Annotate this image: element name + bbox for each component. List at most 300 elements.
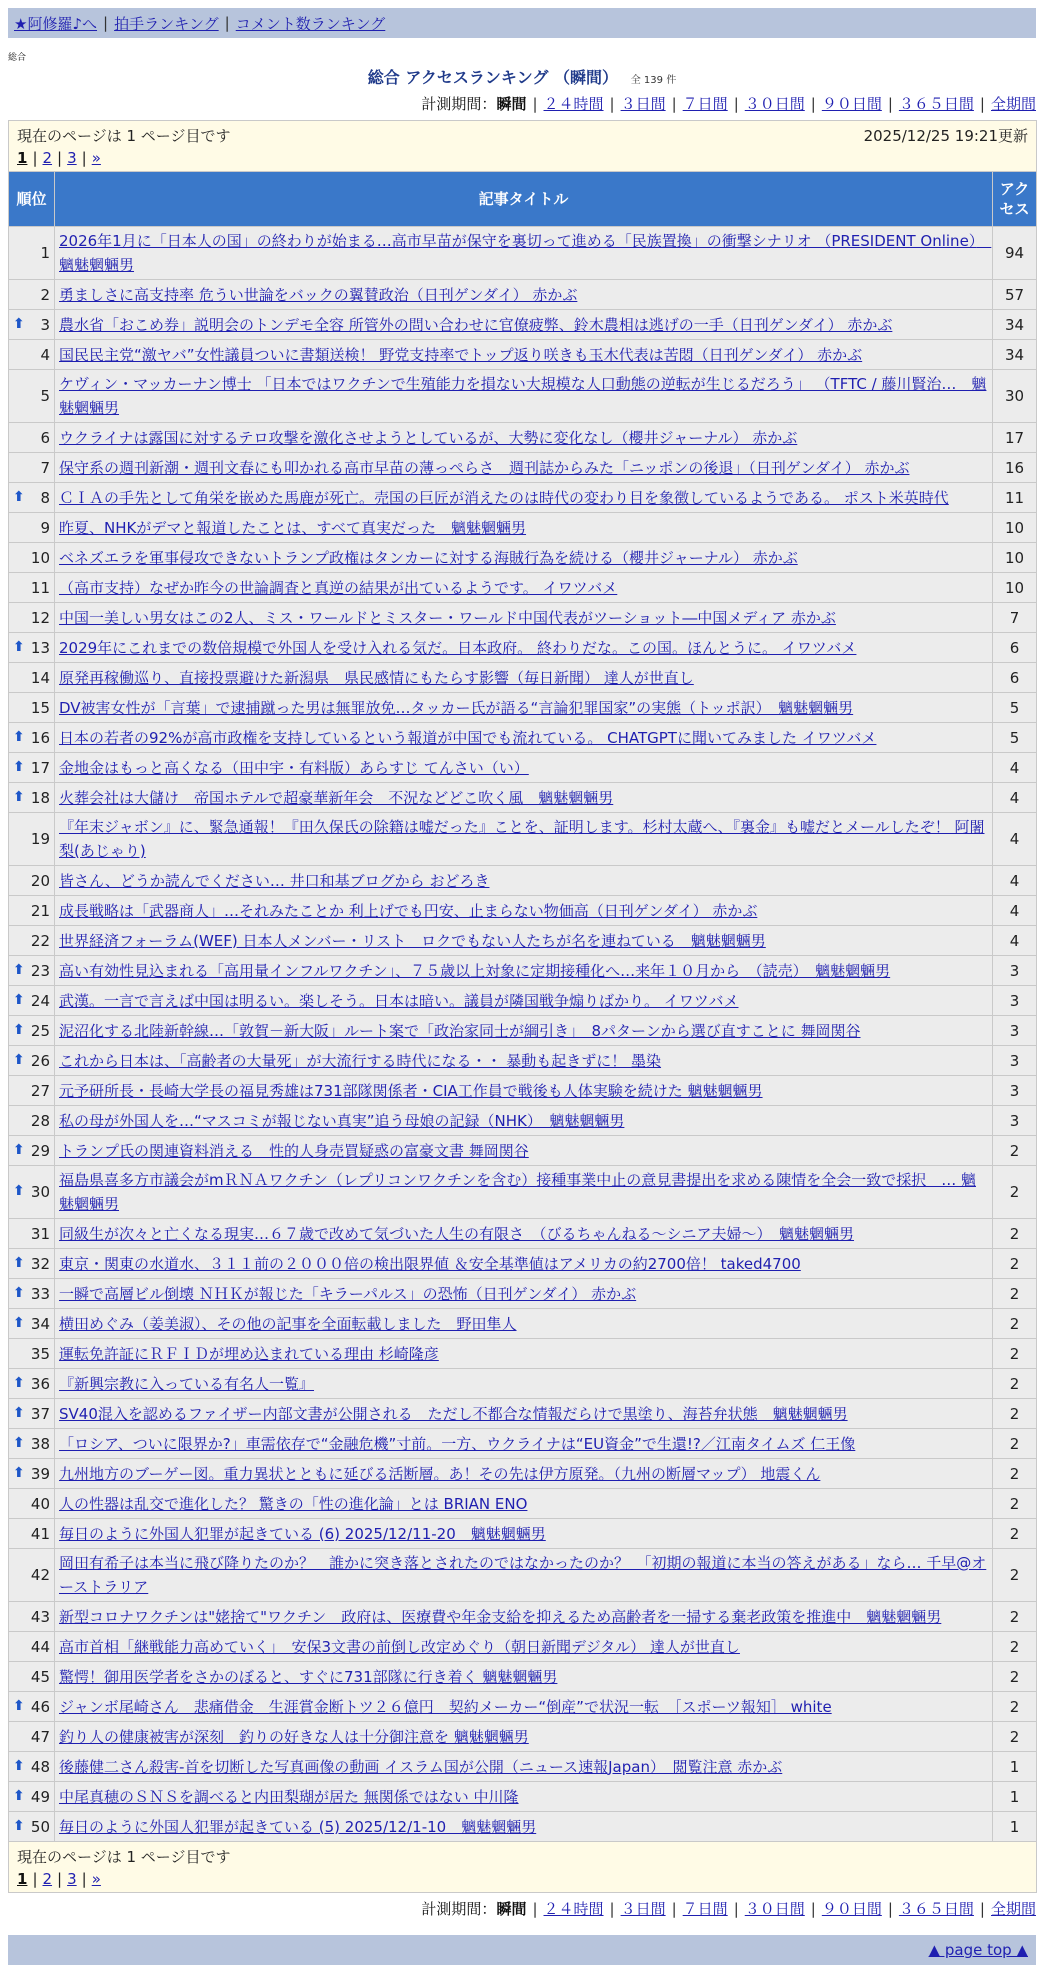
- rank-cell: [9, 1662, 55, 1692]
- title-cell: [55, 340, 993, 370]
- rank-cell: [9, 1722, 55, 1752]
- rank-number: 5: [40, 387, 50, 405]
- table-row: [9, 633, 1037, 663]
- rank-up-arrow-icon: ⬆: [13, 758, 25, 775]
- rank-number: 36: [30, 1374, 50, 1393]
- table-row: [9, 1106, 1037, 1136]
- table-row: [9, 1459, 1037, 1489]
- title-line: [8, 66, 1036, 90]
- title-cell: [55, 603, 993, 633]
- title-cell: [55, 543, 993, 573]
- rank-cell: [9, 1549, 55, 1602]
- rank-number: 48: [30, 1757, 50, 1776]
- rank-cell: [9, 693, 55, 723]
- period-bottom-option[interactable]: ３６５日間: [898, 1900, 974, 1918]
- rank-number: 10: [30, 548, 50, 567]
- rank-number: 30: [30, 1183, 50, 1201]
- rank-number: 17: [30, 758, 50, 777]
- table-row: [9, 1046, 1037, 1076]
- access-count: 34: [993, 310, 1037, 340]
- title-cell: [55, 926, 993, 956]
- period-bottom-option[interactable]: ３日間: [620, 1900, 666, 1918]
- header-rank: 順位: [9, 172, 55, 227]
- pager-separator: |: [81, 149, 87, 167]
- rank-cell: [9, 603, 55, 633]
- article-title-link[interactable]: （高市支持）なぜか昨今の世論調査と真逆の結果が出ているようです。 イワツバメ: [59, 578, 618, 597]
- period-top-option[interactable]: ９０日間: [821, 95, 882, 113]
- table-row: [9, 453, 1037, 483]
- table-row: [9, 723, 1037, 753]
- article-title-link[interactable]: DV被害女性が「言葉」で逮捕蹴った男は無罪放免…タッカー氏が語る“言論犯罪国家”の実態（トッポ訳） 魑魅魍魎男: [59, 698, 854, 717]
- header-title: 記事タイトル: [55, 172, 993, 227]
- table-row: [9, 1076, 1037, 1106]
- table-row: [9, 227, 1037, 280]
- rank-cell: [9, 1752, 55, 1782]
- period-top-option[interactable]: ３日間: [620, 95, 666, 113]
- article-title-link[interactable]: 火葬会社は大儲け 帝国ホテルで超豪華新年会 不況などどこ吹く風 魑魅魍魎男: [59, 788, 614, 807]
- period-bottom-option[interactable]: ３０日間: [744, 1900, 805, 1918]
- access-count: 4: [993, 926, 1037, 956]
- period-separator: |: [532, 95, 538, 113]
- table-row: [9, 370, 1037, 423]
- article-title-link[interactable]: ケヴィン・マッカーナン博士 「日本ではワクチンで生殖能力を損ない大規模な人口動態の逆転が生じるだろう」 （TFTC / 藤川賢治… 魑魅魍魎男: [59, 375, 987, 417]
- article-title-link[interactable]: ウクライナは露国に対するテロ攻撃を激化させようとしているが、大勢に変化なし（櫻井ジャーナル） 赤かぶ: [59, 428, 798, 447]
- article-title-link[interactable]: 毎日のように外国人犯罪が起きている (6) 2025/12/11-20 魑魅魍魎男: [59, 1524, 546, 1543]
- article-title-link[interactable]: 九州地方のブーゲー図。重力異状とともに延びる活断層。あ！その先は伊方原発。（九州の断層マップ） 地震くん: [59, 1464, 821, 1483]
- article-title-link[interactable]: 武漢。一言で言えば中国は明るい。楽しそう。日本は暗い。議員が隣国戦争煽りばかり。 イワツバメ: [59, 991, 739, 1010]
- table-row: [9, 1219, 1037, 1249]
- page-title: 総合 アクセスランキング （瞬間）: [367, 68, 618, 87]
- home-link[interactable]: ★阿修羅♪へ: [14, 14, 98, 33]
- rank-number: 20: [30, 871, 50, 890]
- rank-cell: [9, 1279, 55, 1309]
- title-cell: [55, 693, 993, 723]
- rank-cell: [9, 227, 55, 280]
- access-count: 4: [993, 896, 1037, 926]
- title-cell: [55, 1549, 993, 1602]
- rank-number: 13: [30, 638, 50, 657]
- title-cell: [55, 783, 993, 813]
- table-row: [9, 693, 1037, 723]
- title-cell: [55, 573, 993, 603]
- period-bottom-option[interactable]: 全期間: [990, 1900, 1036, 1918]
- access-count: 7: [993, 603, 1037, 633]
- rank-cell: [9, 310, 55, 340]
- pager-separator: |: [57, 1870, 63, 1888]
- rank-cell: [9, 573, 55, 603]
- article-title-link[interactable]: 私の母が外国人を…“マスコミが報じない真実”追う母娘の記録（NHK） 魑魅魍魎男: [59, 1111, 625, 1130]
- title-cell: [55, 1166, 993, 1219]
- title-cell: [55, 753, 993, 783]
- table-row: [9, 603, 1037, 633]
- rank-up-arrow-icon: ⬆: [13, 788, 25, 805]
- title-cell: [55, 1812, 993, 1842]
- title-cell: [55, 1602, 993, 1632]
- article-title-link[interactable]: 成長戦略は「武器商人」…それみたことか 利上げでも円安、止まらない物価高（日刊ゲンダイ） 赤かぶ: [59, 901, 758, 920]
- article-title-link[interactable]: 保守系の週刊新潮・週刊文春にも叩かれる高市早苗の薄っぺらさ 週刊誌からみた「ニッポンの後退」（日刊ゲンダイ） 赤かぶ: [59, 458, 910, 477]
- article-title-link[interactable]: 人の性器は乱交で進化した？ 驚きの「性の進化論」とは BRIAN ENO: [59, 1494, 528, 1513]
- access-count: 10: [993, 513, 1037, 543]
- table-row: [9, 663, 1037, 693]
- rank-cell: [9, 986, 55, 1016]
- table-row: [9, 1309, 1037, 1339]
- rank-number: 32: [30, 1254, 50, 1273]
- article-title-link[interactable]: これから日本は、「高齢者の大量死」が大流行する時代になる・・ 暴動も起きずに！ 墨染: [59, 1051, 662, 1070]
- article-title-link[interactable]: 横田めぐみ（姜美淑）、その他の記事を全面転載しました 野田隼人: [59, 1314, 517, 1333]
- access-count: 5: [993, 723, 1037, 753]
- rank-number: 42: [30, 1566, 50, 1584]
- footer-bar: [8, 1935, 1036, 1965]
- current-page-text: 現在のページは 1 ページ目です: [17, 127, 231, 145]
- table-row: [9, 1136, 1037, 1166]
- access-count: 3: [993, 1046, 1037, 1076]
- rank-cell: [9, 1692, 55, 1722]
- table-row: [9, 1166, 1037, 1219]
- pager-separator: |: [32, 149, 38, 167]
- article-title-link[interactable]: 高い有効性見込まれる「高用量インフルワクチン」、７５歳以上対象に定期接種化へ…来年１０月から （読売） 魑魅魍魎男: [59, 961, 891, 980]
- page-top-link[interactable]: ▲ page top ▲: [928, 1941, 1028, 1959]
- title-cell: [55, 1722, 993, 1752]
- rank-up-arrow-icon: ⬆: [13, 1141, 25, 1158]
- title-cell: [55, 1782, 993, 1812]
- article-title-link[interactable]: 昨夏、NHKがデマと報道したことは、すべて真実だった 魑魅魍魎男: [59, 518, 527, 537]
- article-title-link[interactable]: 勇ましさに高支持率 危うい世論をバックの翼賛政治（日刊ゲンダイ） 赤かぶ: [59, 285, 578, 304]
- rank-number: 45: [30, 1667, 50, 1686]
- period-separator: |: [979, 95, 985, 113]
- period-top-option[interactable]: ７日間: [682, 95, 728, 113]
- rank-up-arrow-icon: ⬆: [13, 1404, 25, 1421]
- title-cell: [55, 1369, 993, 1399]
- title-cell: [55, 663, 993, 693]
- pager-row-top: [9, 121, 1037, 172]
- rank-cell: [9, 926, 55, 956]
- access-count: 2: [993, 1429, 1037, 1459]
- access-count: 2: [993, 1549, 1037, 1602]
- title-cell: [55, 723, 993, 753]
- rank-number: 23: [30, 961, 50, 980]
- rank-cell: [9, 813, 55, 866]
- access-count: 4: [993, 753, 1037, 783]
- pager-top-page-link[interactable]: 3: [67, 149, 77, 167]
- period-separator: |: [733, 1900, 739, 1918]
- table-row: [9, 1662, 1037, 1692]
- period-separator: |: [671, 1900, 677, 1918]
- table-row: [9, 280, 1037, 310]
- period-separator: |: [671, 95, 677, 113]
- comment-ranking-link[interactable]: コメント数ランキング: [235, 14, 386, 33]
- article-title-link[interactable]: 中尾真穂のＳＮＳを調べると内田梨瑚が居た 無関係ではない 中川隆: [59, 1787, 519, 1806]
- table-row: [9, 1339, 1037, 1369]
- article-title-link[interactable]: 驚愕！御用医学者をさかのぼると、すぐに731部隊に行き着く 魑魅魍魎男: [59, 1667, 558, 1686]
- title-cell: [55, 1309, 993, 1339]
- title-cell: [55, 633, 993, 663]
- rank-number: 40: [30, 1494, 50, 1513]
- article-title-link[interactable]: 原発再稼働巡り、直接投票避けた新潟県 県民感情にもたらす影響（毎日新聞） 達人が世直し: [59, 668, 694, 687]
- article-title-link[interactable]: 世界経済フォーラム(WEF) 日本人メンバー・リスト ロクでもない人たちが名を連ねている 魑魅魍魎男: [59, 931, 766, 950]
- access-count: 5: [993, 693, 1037, 723]
- rank-number: 2: [40, 285, 50, 304]
- period-separator: |: [979, 1900, 985, 1918]
- access-count: 4: [993, 866, 1037, 896]
- table-row: [9, 1489, 1037, 1519]
- rank-cell: [9, 1219, 55, 1249]
- rank-number: 7: [40, 458, 50, 477]
- clap-ranking-link[interactable]: 拍手ランキング: [114, 14, 219, 33]
- access-count: 94: [993, 227, 1037, 280]
- table-row: [9, 423, 1037, 453]
- pager-separator: |: [57, 149, 63, 167]
- pager-bottom-next-link[interactable]: »: [91, 1870, 101, 1888]
- table-row: [9, 1399, 1037, 1429]
- access-count: 16: [993, 453, 1037, 483]
- table-row: [9, 543, 1037, 573]
- header-access: アクセス: [993, 172, 1037, 227]
- rank-up-arrow-icon: ⬆: [13, 1183, 25, 1199]
- rank-number: 37: [30, 1404, 50, 1423]
- rank-cell: [9, 1489, 55, 1519]
- article-title-link[interactable]: 『年末ジャボン』に、緊急通報！『田久保氏の除籍は嘘だった』ことを、証明します。杉村太蔵へ、『裏金』も嘘だとメールしたぞ！ 阿闍梨(あじゃり): [59, 818, 985, 860]
- pager-bottom-page-link[interactable]: 3: [67, 1870, 77, 1888]
- rank-cell: [9, 753, 55, 783]
- article-title-link[interactable]: 『新興宗教に入っている有名人一覧』: [59, 1374, 315, 1393]
- rank-number: 25: [30, 1021, 50, 1040]
- rank-cell: [9, 1136, 55, 1166]
- rank-number: 27: [30, 1081, 50, 1100]
- rank-cell: [9, 956, 55, 986]
- article-title-link[interactable]: 福島県喜多方市議会がmＲＮＡワクチン（レプリコンワクチンを含む）接種事業中止の意見書提出を求める陳情を全会一致で採択 … 魑魅魍魎男: [59, 1171, 976, 1213]
- rank-cell: [9, 453, 55, 483]
- period-top-option[interactable]: ３０日間: [744, 95, 805, 113]
- article-title-link[interactable]: 泥沼化する北陸新幹線…「敦賀－新大阪」ルート案で「政治家同士が綱引き」 8パターンから選び直すことに 舞岡関谷: [59, 1021, 861, 1040]
- rank-number: 9: [40, 518, 50, 537]
- article-title-link[interactable]: 高市首相「継戦能力高めていく」 安保3文書の前倒し改定めぐり（朝日新聞デジタル） 達人が世直し: [59, 1637, 740, 1656]
- article-title-link[interactable]: 岡田有希子は本当に飛び降りたのか？ 誰かに突き落とされたのではなかったのか？ 「初期の報道に本当の答えがある」なら… 千早@オーストラリア: [59, 1554, 987, 1596]
- rank-cell: [9, 866, 55, 896]
- table-row: [9, 1602, 1037, 1632]
- period-top-label: 計測期間：: [421, 95, 497, 113]
- rank-cell: [9, 633, 55, 663]
- rank-cell: [9, 1046, 55, 1076]
- period-separator: |: [887, 95, 893, 113]
- rank-up-arrow-icon: ⬆: [13, 1051, 25, 1068]
- title-cell: [55, 1632, 993, 1662]
- rank-cell: [9, 723, 55, 753]
- table-row: [9, 813, 1037, 866]
- access-count: 2: [993, 1722, 1037, 1752]
- rank-cell: [9, 423, 55, 453]
- access-count: 17: [993, 423, 1037, 453]
- access-count: 2: [993, 1136, 1037, 1166]
- article-title-link[interactable]: 運転免許証にＲＦＩＤが埋め込まれている理由 杉崎隆彦: [59, 1344, 439, 1363]
- rank-number: 3: [40, 315, 50, 334]
- article-title-link[interactable]: 「ロシア、ついに限界か?」車需依存で“金融危機”寸前。一方、ウクライナは“EU資金”で生還!?／江南タイムズ 仁王像: [59, 1434, 856, 1453]
- rank-number: 16: [30, 728, 50, 747]
- pager-top-next-link[interactable]: »: [91, 149, 101, 167]
- access-count: 2: [993, 1249, 1037, 1279]
- access-count: 3: [993, 956, 1037, 986]
- access-count: 2: [993, 1279, 1037, 1309]
- article-title-link[interactable]: 後藤健二さん殺害-首を切断した写真画像の動画 イスラム国が公開（ニュース速報Japan） 閲覧注意 赤かぶ: [59, 1757, 783, 1776]
- rank-cell: [9, 1166, 55, 1219]
- table-row: [9, 310, 1037, 340]
- article-title-link[interactable]: SV40混入を認めるファイザー内部文書が公開される ただし不都合な情報だらけで黒塗り、海苔弁状態 魑魅魍魎男: [59, 1404, 848, 1423]
- table-row: [9, 753, 1037, 783]
- period-bottom-option[interactable]: ２４時間: [543, 1900, 604, 1918]
- article-title-link[interactable]: 同級生が次々と亡くなる現実…６７歳で改めて気づいた人生の有限さ （びるちゃんねる～シニア夫婦～） 魑魅魍魎男: [59, 1224, 855, 1243]
- rank-up-arrow-icon: ⬆: [13, 1697, 25, 1714]
- rank-number: 28: [30, 1111, 50, 1130]
- article-title-link[interactable]: 新型コロナワクチンは"姥捨て"ワクチン 政府は、医療費や年金支給を抑えるため高齢者を一掃する棄老政策を推進中 魑魅魍魎男: [59, 1607, 942, 1626]
- rank-up-arrow-icon: ⬆: [13, 1314, 25, 1331]
- title-cell: [55, 370, 993, 423]
- table-row: [9, 956, 1037, 986]
- pager-links-top: [17, 149, 1028, 167]
- table-row: [9, 986, 1037, 1016]
- rank-number: 12: [30, 608, 50, 627]
- article-title-link[interactable]: 農水省「おこめ券」説明会のトンデモ全容 所管外の問い合わせに官僚疲弊、鈴木農相は逃げの一手（日刊ゲンダイ） 赤かぶ: [59, 315, 893, 334]
- period-top-option[interactable]: 全期間: [990, 95, 1036, 113]
- rank-cell: [9, 1632, 55, 1662]
- rank-number: 50: [30, 1817, 50, 1836]
- article-title-link[interactable]: ジャンボ尾崎さん 悲痛借金 生涯賞金断トツ２６億円 契約メーカー“倒産”で状況一転 ［スポーツ報知］ white: [59, 1697, 832, 1716]
- title-cell: [55, 1046, 993, 1076]
- rank-cell: [9, 1369, 55, 1399]
- article-title-link[interactable]: 中国一美しい男女はこの2人、ミス・ワールドとミスター・ワールド中国代表がツーショット―中国メディア 赤かぶ: [59, 608, 836, 627]
- title-cell: [55, 986, 993, 1016]
- access-count: 4: [993, 783, 1037, 813]
- period-bottom-label: 計測期間：: [421, 1900, 497, 1918]
- period-separator: |: [887, 1900, 893, 1918]
- article-title-link[interactable]: 金地金はもっと高くなる（田中宇・有料版）あらすじ てんさい（い）: [59, 758, 529, 777]
- table-row: [9, 926, 1037, 956]
- access-count: 2: [993, 1399, 1037, 1429]
- rank-up-arrow-icon: ⬆: [13, 488, 25, 505]
- title-cell: [55, 280, 993, 310]
- article-title-link[interactable]: 国民民主党“激ヤバ”女性議員ついに書類送検！ 野党支持率でトップ返り咲きも玉木代表は苦悶（日刊ゲンダイ） 赤かぶ: [59, 345, 863, 364]
- top-nav-bar: [8, 8, 1036, 38]
- pager-row-bottom: [9, 1842, 1037, 1893]
- period-bottom-option[interactable]: ７日間: [682, 1900, 728, 1918]
- article-title-link[interactable]: トランプ氏の関連資料消える 性的人身売買疑惑の富豪文書 舞岡関谷: [59, 1141, 529, 1160]
- article-title-link[interactable]: ベネズエラを軍事侵攻できないトランプ政権はタンカーに対する海賊行為を続ける（櫻井ジャーナル） 赤かぶ: [59, 548, 798, 567]
- period-bottom-option[interactable]: ９０日間: [821, 1900, 882, 1918]
- period-top-option[interactable]: ２４時間: [543, 95, 604, 113]
- table-row: [9, 1369, 1037, 1399]
- table-row: [9, 896, 1037, 926]
- access-count: 2: [993, 1309, 1037, 1339]
- access-count: 2: [993, 1369, 1037, 1399]
- rank-cell: [9, 513, 55, 543]
- access-count: 30: [993, 370, 1037, 423]
- article-title-link[interactable]: 釣り人の健康被害が深刻 釣りの好きな人は十分御注意を 魑魅魍魎男: [59, 1727, 529, 1746]
- table-row: [9, 1549, 1037, 1602]
- title-cell: [55, 1016, 993, 1046]
- access-count: 3: [993, 1076, 1037, 1106]
- rank-up-arrow-icon: ⬆: [13, 315, 25, 332]
- period-separator: |: [609, 1900, 615, 1918]
- period-top-option[interactable]: ３６５日間: [898, 95, 974, 113]
- rank-number: 34: [30, 1314, 50, 1333]
- access-count: 2: [993, 1166, 1037, 1219]
- rank-number: 21: [30, 901, 50, 920]
- access-count: 6: [993, 633, 1037, 663]
- access-count: 6: [993, 663, 1037, 693]
- table-row: [9, 1692, 1037, 1722]
- article-title-link[interactable]: ＣＩＡの手先として角栄を嵌めた馬鹿が死亡。売国の巨匠が消えたのは時代の変わり目を象徴しているようである。 ポスト米英時代: [59, 488, 949, 507]
- access-count: 1: [993, 1812, 1037, 1842]
- rank-number: 44: [30, 1637, 50, 1656]
- access-count: 3: [993, 1016, 1037, 1046]
- table-row: [9, 483, 1037, 513]
- access-count: 3: [993, 986, 1037, 1016]
- rank-number: 38: [30, 1434, 50, 1453]
- pager-bottom-page-link: 1: [17, 1870, 28, 1888]
- table-row: [9, 1519, 1037, 1549]
- rank-number: 15: [30, 698, 50, 717]
- article-title-link[interactable]: 皆さん、どうか読んでください… 井口和基ブログから おどろき: [59, 871, 490, 890]
- article-title-link[interactable]: 毎日のように外国人犯罪が起きている (5) 2025/12/1-10 魑魅魍魎男: [59, 1817, 537, 1836]
- rank-number: 31: [30, 1224, 50, 1243]
- article-title-link[interactable]: 日本の若者の92%が高市政権を支持しているという報道が中国でも流れている。 CHATGPTに聞いてみました イワツバメ: [59, 728, 877, 747]
- rank-number: 22: [30, 931, 50, 950]
- rank-up-arrow-icon: ⬆: [13, 1757, 25, 1774]
- table-row: [9, 1429, 1037, 1459]
- rank-up-arrow-icon: ⬆: [13, 1374, 25, 1391]
- article-title-link[interactable]: 元予研所長・長崎大学長の福見秀雄は731部隊関係者・CIA工作員で戦後も人体実験を続けた 魑魅魍魎男: [59, 1081, 763, 1100]
- rank-up-arrow-icon: ⬆: [13, 1021, 25, 1038]
- pager-top-page-link[interactable]: 2: [42, 149, 53, 167]
- rank-up-arrow-icon: ⬆: [13, 961, 25, 978]
- rank-cell: [9, 896, 55, 926]
- article-title-link[interactable]: 一瞬で高層ビル倒壊 ＮＨＫが報じた「キラーパルス」の恐怖（日刊ゲンダイ） 赤かぶ: [59, 1284, 637, 1303]
- access-count: 2: [993, 1459, 1037, 1489]
- rank-number: 33: [30, 1284, 50, 1303]
- title-cell: [55, 1752, 993, 1782]
- rank-cell: [9, 1782, 55, 1812]
- title-cell: [55, 1459, 993, 1489]
- rank-cell: [9, 1076, 55, 1106]
- rank-number: 11: [30, 578, 50, 597]
- article-title-link[interactable]: 2026年1月に「日本人の国」の終わりが始まる…高市早苗が保守を裏切って進める「民族置換」の衝撃シナリオ （PRESIDENT Online） 魑魅魍魎男: [59, 232, 992, 274]
- period-separator: |: [810, 1900, 816, 1918]
- rank-cell: [9, 1339, 55, 1369]
- rank-number: 18: [30, 788, 50, 807]
- rank-cell: [9, 1249, 55, 1279]
- access-count: 3: [993, 1106, 1037, 1136]
- period-selector-top: [8, 92, 1036, 116]
- table-row: [9, 340, 1037, 370]
- rank-cell: [9, 663, 55, 693]
- access-count: 11: [993, 483, 1037, 513]
- access-count: 1: [993, 1752, 1037, 1782]
- pager-bottom-page-link[interactable]: 2: [42, 1870, 53, 1888]
- access-count: 2: [993, 1602, 1037, 1632]
- rank-number: 35: [30, 1344, 50, 1363]
- access-count: 2: [993, 1662, 1037, 1692]
- table-row: [9, 1812, 1037, 1842]
- rank-number: 26: [30, 1051, 50, 1070]
- title-cell: [55, 1249, 993, 1279]
- rank-cell: [9, 1812, 55, 1842]
- article-title-link[interactable]: 2029年にこれまでの数倍規模で外国人を受け入れる気だ。日本政府。 終わりだな。この国。ほんとうに。 イワツバメ: [59, 638, 857, 657]
- article-title-link[interactable]: 東京・関東の水道水、３１１前の２０００倍の検出限界値 ＆安全基準値はアメリカの約2700倍！ taked4700: [59, 1254, 801, 1273]
- access-count: 57: [993, 280, 1037, 310]
- rank-cell: [9, 1106, 55, 1136]
- table-header-row: [9, 172, 1037, 227]
- rank-cell: [9, 1399, 55, 1429]
- title-cell: [55, 1106, 993, 1136]
- rank-number: 29: [30, 1141, 50, 1160]
